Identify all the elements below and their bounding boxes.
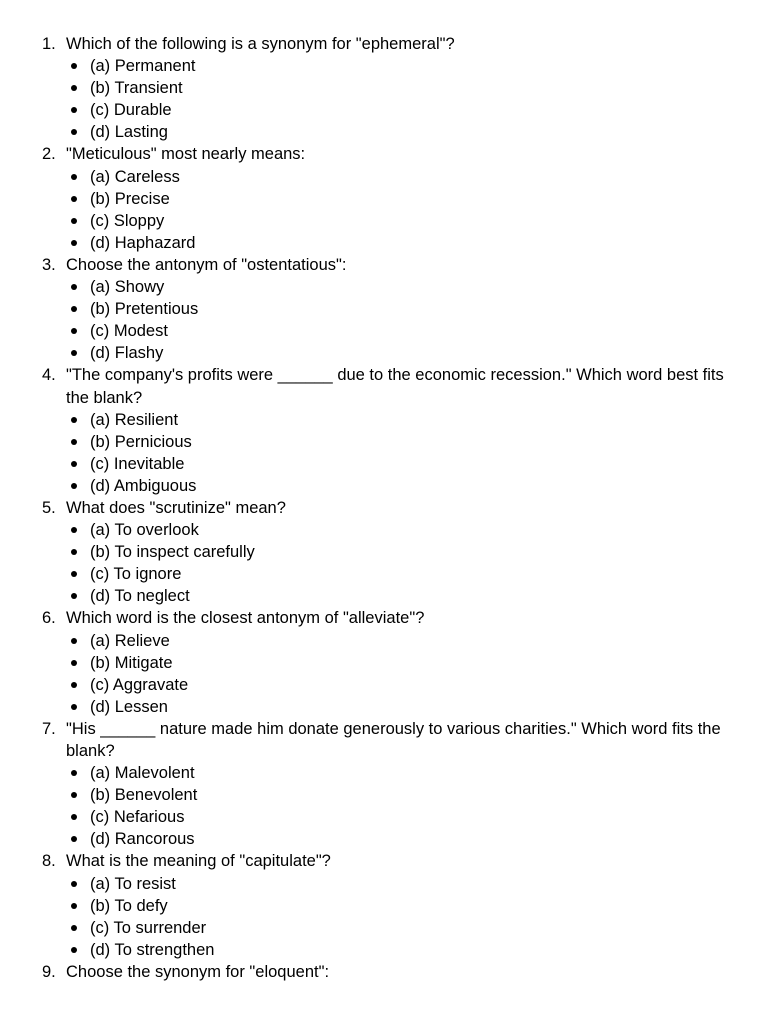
answer-option <box>66 453 738 475</box>
question-item <box>0 607 768 717</box>
question-number: 5. <box>42 498 56 517</box>
answer-option <box>66 563 738 585</box>
bullet-icon <box>71 85 77 91</box>
answer-option-label: (a) Resilient <box>90 410 179 429</box>
question-text: What is the meaning of "capitulate"? <box>66 852 331 871</box>
answer-options-list <box>66 409 738 497</box>
question-text: Choose the antonym of "ostentatious": <box>66 255 347 274</box>
answer-option-label: (d) To neglect <box>90 587 190 606</box>
answer-option <box>66 188 738 210</box>
question-item <box>0 961 768 983</box>
bullet-icon <box>71 483 77 489</box>
question-number: 8. <box>42 852 56 871</box>
answer-option-label: (a) To overlook <box>90 521 199 540</box>
bullet-icon <box>71 306 77 312</box>
answer-options-list <box>66 873 738 961</box>
answer-option-label: (c) Nefarious <box>90 808 185 827</box>
answer-option <box>66 585 738 607</box>
answer-option <box>66 939 738 961</box>
answer-option-label: (a) Relieve <box>90 631 170 650</box>
answer-option <box>66 409 738 431</box>
bullet-icon <box>71 284 77 290</box>
question-item <box>0 254 768 364</box>
answer-option-label: (a) Malevolent <box>90 764 195 783</box>
bullet-icon <box>71 836 77 842</box>
answer-option <box>66 917 738 939</box>
bullet-icon <box>71 439 77 445</box>
answer-option-label: (b) Benevolent <box>90 786 198 805</box>
answer-options-list <box>66 519 738 607</box>
bullet-icon <box>71 770 77 776</box>
answer-option <box>66 828 738 850</box>
question-text: Choose the synonym for "eloquent": <box>66 962 330 981</box>
question-item <box>0 33 768 143</box>
answer-option-label: (c) Durable <box>90 101 172 120</box>
answer-option-label: (d) To strengthen <box>90 940 215 959</box>
answer-option-label: (b) Precise <box>90 189 170 208</box>
answer-option <box>66 320 738 342</box>
answer-option-label: (b) Pretentious <box>90 300 199 319</box>
answer-option-label: (b) To defy <box>90 896 168 915</box>
answer-option <box>66 210 738 232</box>
answer-option <box>66 298 738 320</box>
answer-option <box>66 276 738 298</box>
bullet-icon <box>71 417 77 423</box>
question-number: 2. <box>42 145 56 164</box>
answer-option <box>66 541 738 563</box>
answer-option <box>66 342 738 364</box>
answer-option <box>66 806 738 828</box>
answer-option-label: (a) Showy <box>90 278 165 297</box>
answer-option <box>66 232 738 254</box>
bullet-icon <box>71 682 77 688</box>
bullet-icon <box>71 350 77 356</box>
bullet-icon <box>71 638 77 644</box>
bullet-icon <box>71 947 77 953</box>
question-number: 4. <box>42 366 56 385</box>
answer-option-label: (d) Lessen <box>90 697 168 716</box>
answer-option <box>66 895 738 917</box>
answer-options-list <box>66 276 738 364</box>
answer-options-list <box>66 630 738 718</box>
answer-option <box>66 475 738 497</box>
answer-option <box>66 784 738 806</box>
answer-option <box>66 762 738 784</box>
answer-option <box>66 873 738 895</box>
answer-option-label: (d) Ambiguous <box>90 476 197 495</box>
bullet-icon <box>71 704 77 710</box>
bullet-icon <box>71 174 77 180</box>
answer-option-label: (c) Aggravate <box>90 675 189 694</box>
answer-option <box>66 696 738 718</box>
bullet-icon <box>71 218 77 224</box>
answer-option <box>66 519 738 541</box>
bullet-icon <box>71 593 77 599</box>
bullet-icon <box>71 328 77 334</box>
bullet-icon <box>71 527 77 533</box>
question-text: "His ______ nature made him donate generously to various charities." Which word fits the blank? <box>66 719 721 760</box>
bullet-icon <box>71 925 77 931</box>
answer-options-list <box>66 762 738 850</box>
answer-option-label: (a) To resist <box>90 874 176 893</box>
answer-option <box>66 166 738 188</box>
bullet-icon <box>71 814 77 820</box>
answer-option-label: (b) To inspect carefully <box>90 543 255 562</box>
answer-option <box>66 630 738 652</box>
answer-option-label: (b) Pernicious <box>90 432 192 451</box>
answer-option-label: (d) Rancorous <box>90 830 195 849</box>
question-item <box>0 143 768 253</box>
bullet-icon <box>71 571 77 577</box>
answer-option-label: (d) Haphazard <box>90 233 196 252</box>
answer-option <box>66 77 738 99</box>
bullet-icon <box>71 196 77 202</box>
question-number: 9. <box>42 962 56 981</box>
bullet-icon <box>71 461 77 467</box>
bullet-icon <box>71 792 77 798</box>
question-number: 7. <box>42 719 56 738</box>
answer-option-label: (c) Modest <box>90 322 168 341</box>
answer-option-label: (b) Mitigate <box>90 653 173 672</box>
answer-option-label: (c) To surrender <box>90 918 207 937</box>
answer-options-list <box>66 166 738 254</box>
answer-option <box>66 99 738 121</box>
quiz-question-list <box>0 33 768 983</box>
bullet-icon <box>71 660 77 666</box>
answer-option <box>66 652 738 674</box>
question-number: 1. <box>42 35 56 53</box>
answer-option <box>66 121 738 143</box>
question-number: 3. <box>42 255 56 274</box>
answer-option <box>66 431 738 453</box>
question-text: Which of the following is a synonym for "ephemeral"? <box>66 35 455 53</box>
bullet-icon <box>71 107 77 113</box>
question-text: Which word is the closest antonym of "alleviate"? <box>66 609 425 628</box>
answer-option-label: (d) Lasting <box>90 123 168 142</box>
answer-option-label: (a) Careless <box>90 167 180 186</box>
bullet-icon <box>71 129 77 135</box>
answer-options-list <box>66 55 738 143</box>
bullet-icon <box>71 903 77 909</box>
question-text: "Meticulous" most nearly means: <box>66 145 306 164</box>
question-text: "The company's profits were ______ due to the economic recession." Which word best fits the blank? <box>66 366 724 407</box>
question-item <box>0 718 768 851</box>
answer-option-label: (a) Permanent <box>90 57 196 76</box>
answer-option <box>66 674 738 696</box>
question-text: What does "scrutinize" mean? <box>66 498 286 517</box>
answer-option-label: (d) Flashy <box>90 344 164 363</box>
answer-option-label: (c) Inevitable <box>90 454 185 473</box>
question-item <box>0 497 768 607</box>
question-item <box>0 364 768 497</box>
answer-option-label: (c) To ignore <box>90 565 182 584</box>
bullet-icon <box>71 881 77 887</box>
bullet-icon <box>71 549 77 555</box>
answer-option-label: (c) Sloppy <box>90 211 165 230</box>
question-number: 6. <box>42 609 56 628</box>
question-item <box>0 850 768 960</box>
bullet-icon <box>71 240 77 246</box>
answer-option-label: (b) Transient <box>90 79 183 98</box>
bullet-icon <box>71 63 77 69</box>
answer-option <box>66 55 738 77</box>
